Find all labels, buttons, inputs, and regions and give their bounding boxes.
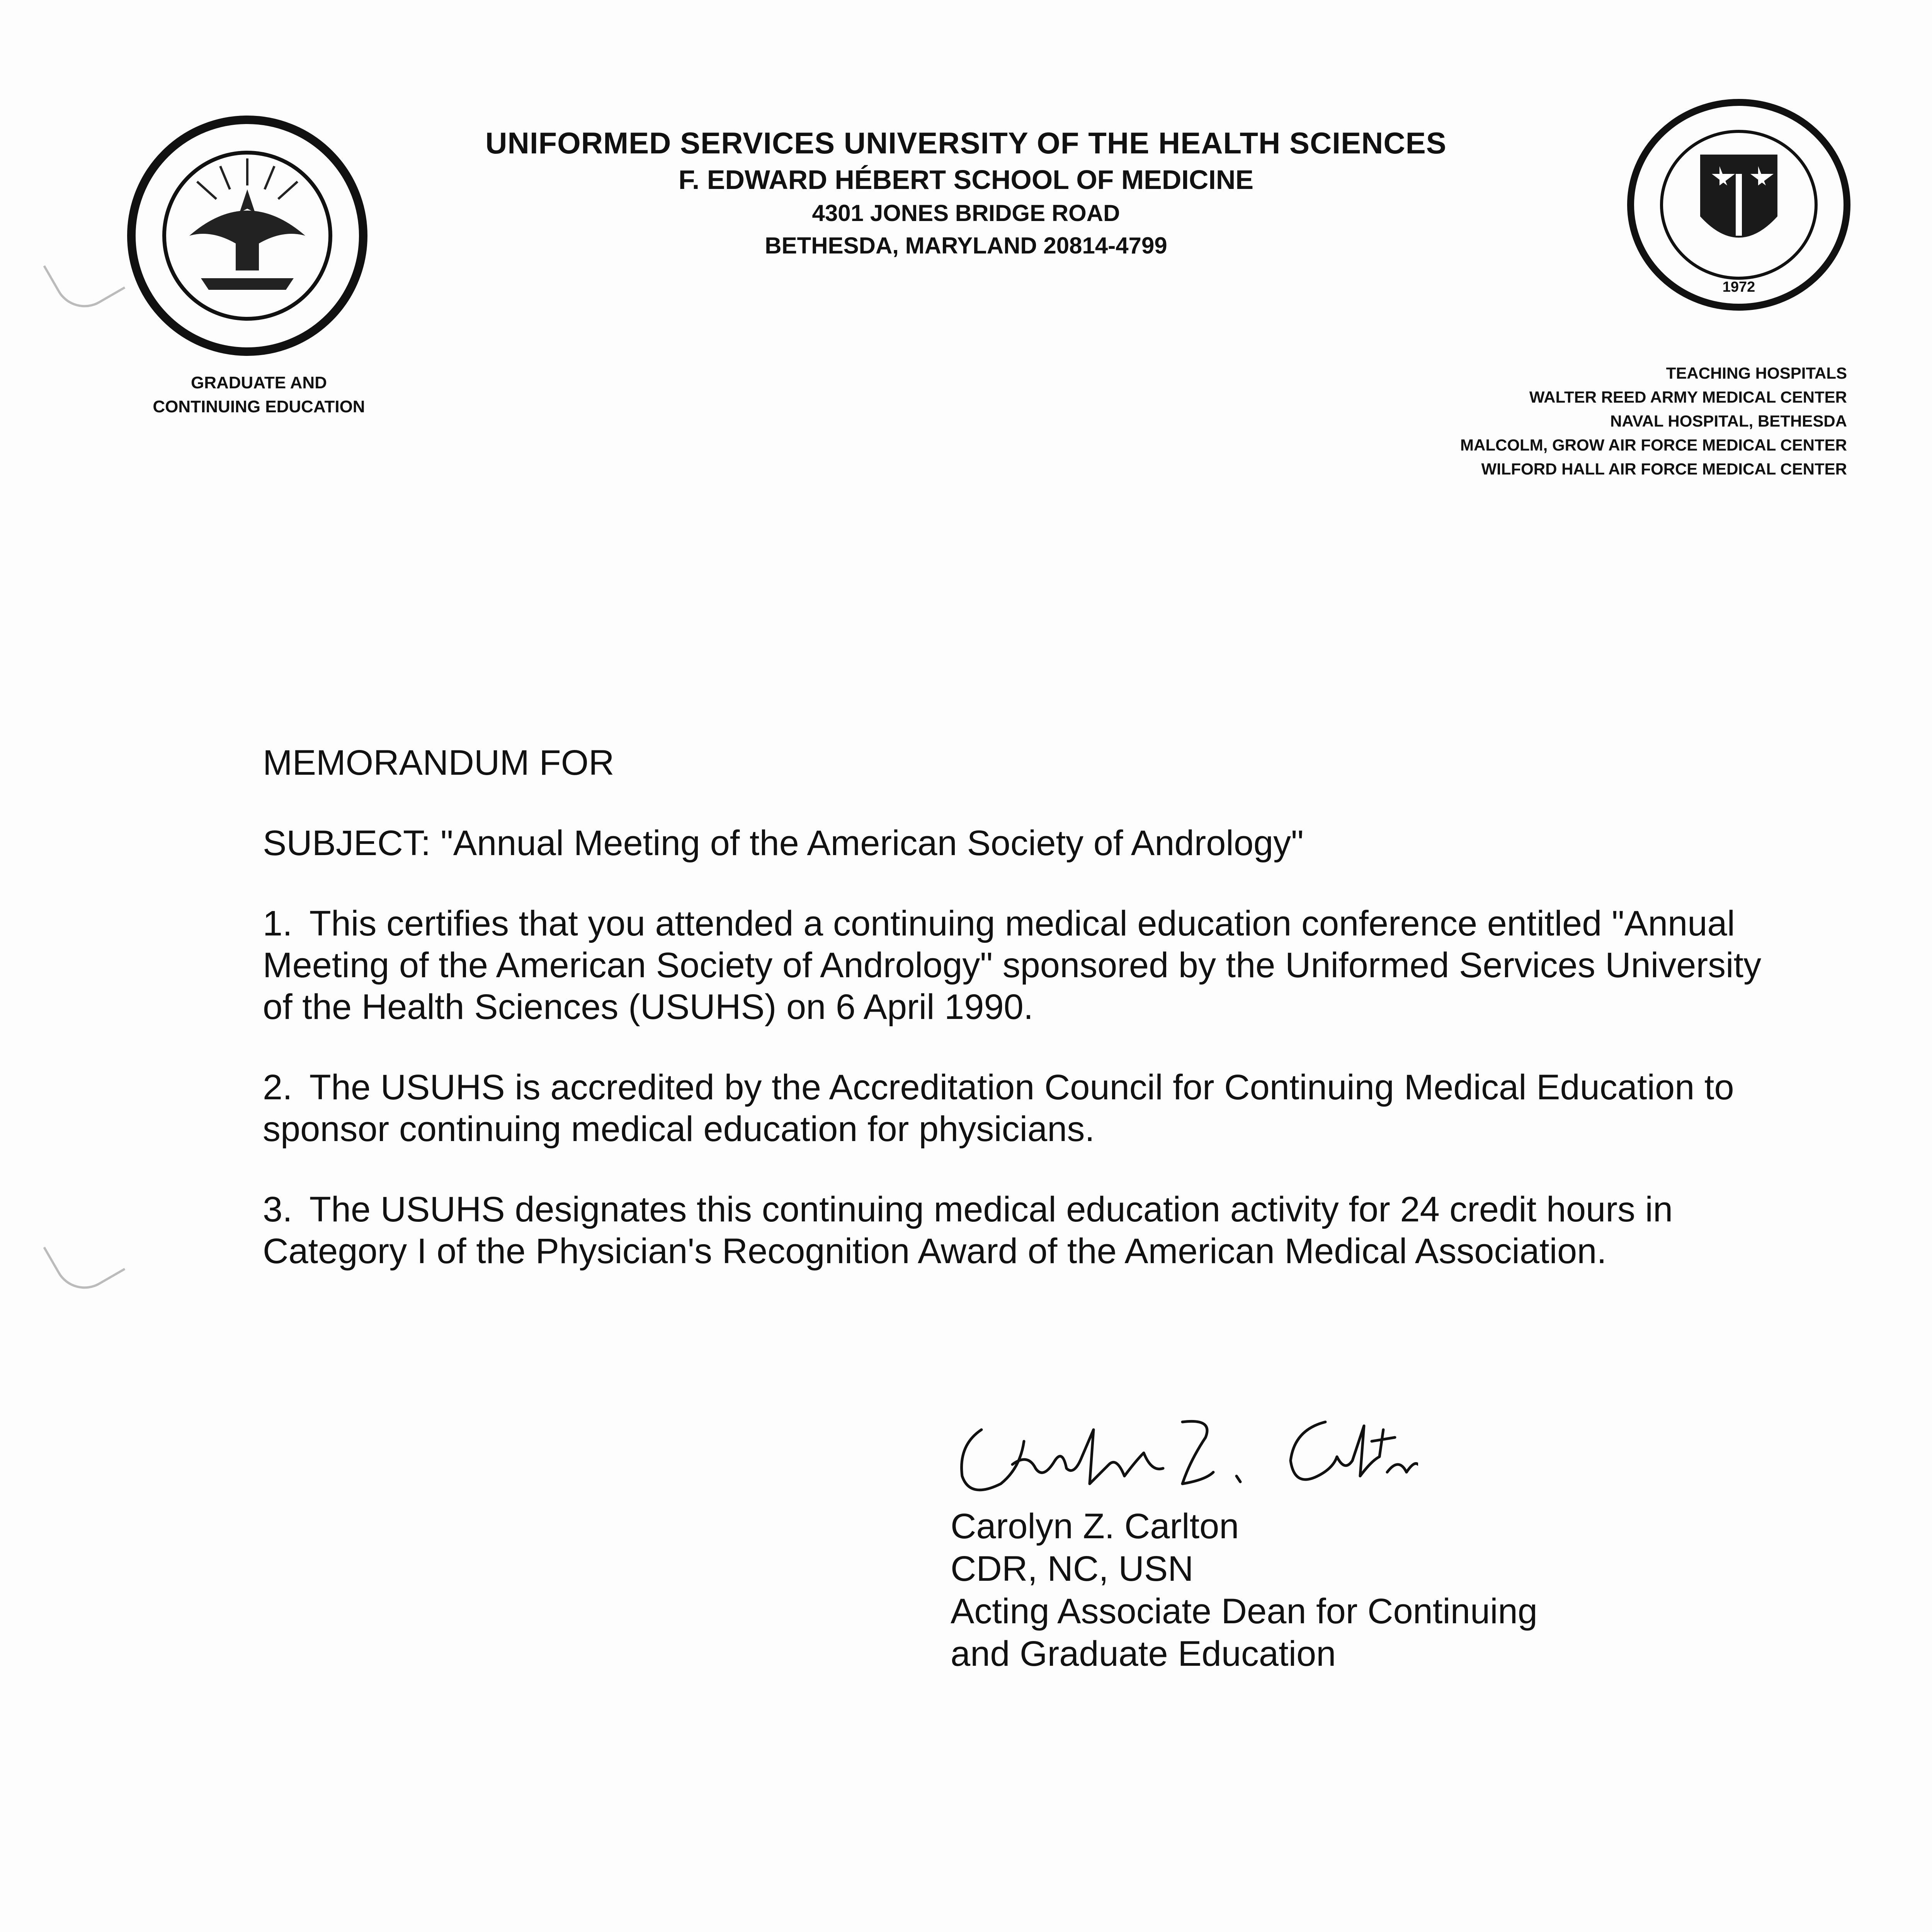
subject-text: "Annual Meeting of the American Society of Andrology" xyxy=(440,823,1304,863)
hospital-item: WILFORD HALL AIR FORCE MEDICAL CENTER xyxy=(1481,460,1847,478)
hospital-item: NAVAL HOSPITAL, BETHESDA xyxy=(1610,412,1847,430)
signer-rank: CDR, NC, USN xyxy=(951,1549,1194,1588)
teaching-hospitals xyxy=(1294,361,1847,481)
seal-year: 1972 xyxy=(1722,279,1755,295)
department-line-1: GRADUATE AND xyxy=(191,373,327,392)
signature-block xyxy=(951,1505,1723,1675)
paragraph-text: The USUHS is accredited by the Accreditation Council for Continuing Medical Education to sponsor continuing medical education for physicians. xyxy=(263,1068,1734,1149)
binder-hole-top xyxy=(43,236,125,318)
hospital-item: MALCOLM, GROW AIR FORCE MEDICAL CENTER xyxy=(1460,436,1847,454)
street-address: 4301 JONES BRIDGE ROAD xyxy=(812,200,1120,226)
handwritten-signature xyxy=(935,1383,1418,1522)
memo-heading: MEMORANDUM FOR xyxy=(263,743,614,782)
signer-name: Carolyn Z. Carlton xyxy=(951,1507,1239,1546)
signer-title-line-2: and Graduate Education xyxy=(951,1634,1336,1673)
memo-paragraph-2 xyxy=(263,1066,1770,1150)
memo-body xyxy=(263,742,1770,1311)
school-name: F. EDWARD HÉBERT SCHOOL OF MEDICINE xyxy=(678,165,1254,195)
hospital-item: WALTER REED ARMY MEDICAL CENTER xyxy=(1529,388,1847,406)
dod-seal-icon xyxy=(124,112,371,359)
paragraph-number: 3. xyxy=(263,1190,293,1229)
binder-hole-middle xyxy=(43,1218,125,1300)
institution-name: UNIFORMED SERVICES UNIVERSITY OF THE HEALTH SCIENCES xyxy=(485,126,1447,160)
paragraph-text: This certifies that you attended a continuing medical education conference entitled "Annual Meeting of the American Society of Andrology" sponsored by the Uniformed Services University of the Health Sciences (USUHS) on 6 April 1990. xyxy=(263,904,1762,1027)
department-line-2: CONTINUING EDUCATION xyxy=(153,397,365,416)
paragraph-text: The USUHS designates this continuing medical education activity for 24 credit hours in Category I of the Physician's Recognition Award of the American Medical Association. xyxy=(263,1190,1673,1271)
memo-paragraph-1 xyxy=(263,903,1770,1028)
department-label xyxy=(124,371,394,419)
paragraph-number: 1. xyxy=(263,904,293,943)
hospitals-heading: TEACHING HOSPITALS xyxy=(1666,364,1847,382)
signer-title-line-1: Acting Associate Dean for Continuing xyxy=(951,1592,1537,1631)
memo-subject xyxy=(263,822,1770,864)
paragraph-number: 2. xyxy=(263,1068,293,1107)
usuhs-seal-icon xyxy=(1623,97,1855,313)
subject-label: SUBJECT: xyxy=(263,823,431,863)
city-address: BETHESDA, MARYLAND 20814-4799 xyxy=(765,233,1167,259)
memo-paragraph-3 xyxy=(263,1189,1770,1272)
letterhead xyxy=(425,124,1507,262)
